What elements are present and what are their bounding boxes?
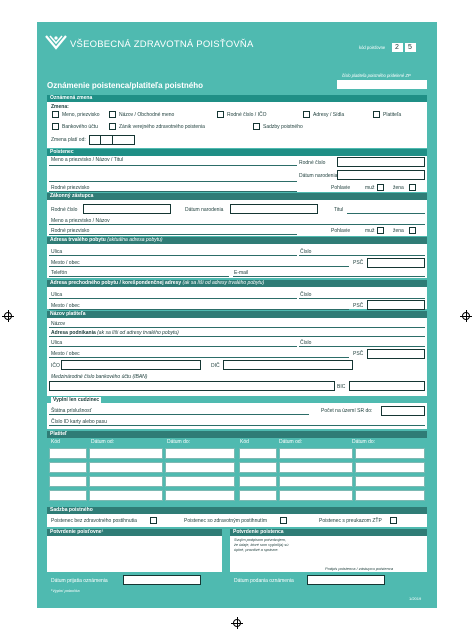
bic-label: BIC [337, 384, 346, 390]
section-title-change: Oznámená zmena [50, 95, 93, 101]
confirm-note-1: Svojím podpisom potvrdzujem, [234, 538, 286, 542]
section-title-payer: Názov platiteľa [50, 311, 86, 317]
submitted-date-field[interactable] [307, 575, 385, 585]
insured-birth-number-field[interactable] [337, 157, 425, 167]
ico-field[interactable] [61, 360, 201, 370]
section-title-temporary-address: Adresa prechodného pobytu / korešpondenčnej adresy (ak sa líši od adresy trvalého pobytu) [50, 280, 265, 286]
iban-field[interactable] [49, 381, 335, 391]
payer-table-cell-to[interactable] [165, 476, 235, 487]
checkbox-insurance-rate[interactable] [253, 123, 260, 130]
rep-title-label: Titul [334, 207, 344, 213]
business-street-label: Ulica [51, 340, 63, 346]
code-digit-box-2[interactable] [405, 43, 416, 52]
payer-table-cell-code[interactable] [239, 448, 277, 459]
payer-table-cell-code[interactable] [49, 448, 87, 459]
payer-table-cell-from[interactable] [89, 490, 163, 501]
received-date-field[interactable] [123, 575, 201, 585]
section-title-payer-table: Platiteľ [50, 431, 67, 437]
payer-table-cell-to[interactable] [165, 462, 235, 473]
payer-table-cell-from[interactable] [89, 476, 163, 487]
footnote: ¹Vyplní pobočka [51, 588, 80, 593]
rate-option-3-checkbox[interactable] [390, 517, 397, 524]
insured-female-label: žena [393, 185, 404, 191]
section-bar-permanent-address [47, 237, 427, 244]
payer-table-cell-from[interactable] [279, 490, 353, 501]
table-header-to-2: Dátum do: [352, 439, 376, 445]
residence-days-field[interactable] [381, 406, 425, 416]
insured-maiden-name-label: Rodné priezvisko [51, 185, 90, 191]
checkbox-birth-number[interactable] [217, 111, 224, 118]
insured-male-checkbox[interactable] [377, 184, 384, 191]
section-bar-representative [47, 193, 427, 200]
payer-number-field[interactable] [337, 80, 427, 89]
section-bar-rate [47, 507, 427, 514]
confirm-note-3: úplné, pravdivé a správne. [234, 548, 279, 552]
rep-birth-date-field[interactable] [230, 204, 318, 214]
payer-table-cell-code[interactable] [239, 490, 277, 501]
residence-days-label: Počet na území SR do: [321, 408, 373, 414]
payer-table-cell-to[interactable] [355, 448, 425, 459]
insured-gender-label: Pohlavie [331, 185, 351, 191]
business-zip-field[interactable] [367, 349, 425, 359]
section-title-permanent-address: Adresa trvalého pobytu (aktuálna adresa pobytu) [50, 237, 163, 243]
citizenship-label: Štátna príslušnosť [51, 408, 92, 414]
signature-label: Podpis poistenca / zástupcu poistenca [325, 566, 394, 571]
valid-from-label: Zmena platí od: [51, 137, 86, 143]
confirm-right-bar [230, 529, 427, 536]
business-zip-label: PSČ [353, 351, 364, 357]
rep-birth-date-label: Dátum narodenia [185, 207, 224, 213]
dic-label: DIČ [211, 363, 220, 369]
received-date-label: Dátum prijatia oznámenia [51, 578, 108, 584]
temp-number-label: Číslo [300, 292, 312, 298]
payer-name-label: Názov [51, 321, 66, 327]
payer-table-cell-code[interactable] [239, 462, 277, 473]
perm-phone-label: Telefón [51, 270, 68, 276]
registration-mark-bottom [231, 617, 243, 629]
option-insurance-rate: Sadzby poistného [263, 124, 303, 130]
form-page [37, 22, 437, 608]
table-header-code-2: Kód [240, 439, 249, 445]
iban-label: Medzinárodné číslo bankového účtu (IBAN) [51, 374, 148, 380]
checkbox-address[interactable] [303, 111, 310, 118]
insured-name-label: Meno a priezvisko / Názov / Titul [51, 157, 123, 163]
business-address-title: Adresa podnikania (ak sa líši od adresy trvalého pobytu) [51, 330, 179, 336]
payer-table-cell-to[interactable] [165, 490, 235, 501]
confirm-right-title: Potvrdenie poistenca [233, 529, 284, 535]
form-title: Oznámenie poistenca/platiteľa poistného [47, 81, 203, 90]
submitted-date-label: Dátum podania oznámenia [234, 578, 294, 584]
rep-male-label: muž [365, 228, 375, 234]
rate-option-2-label: Poistenec so zdravotným postihnutím [184, 518, 268, 524]
perm-city-label: Mesto / obec [51, 260, 80, 266]
form-version: 1/2019 [409, 596, 422, 601]
insured-female-checkbox[interactable] [409, 184, 416, 191]
table-header-code-1: Kód [51, 439, 60, 445]
code-digit-box-1[interactable] [392, 43, 403, 52]
bic-field[interactable] [349, 381, 425, 391]
temp-street-label: Ulica [51, 292, 63, 298]
payer-table-cell-from[interactable] [279, 476, 353, 487]
business-city-label: Mesto / obec [51, 351, 80, 357]
payer-table-cell-from[interactable] [89, 462, 163, 473]
confirm-left-bar [47, 529, 222, 536]
perm-street-label: Ulica [51, 249, 63, 255]
business-number-label: Číslo [300, 340, 312, 346]
insured-birth-date-label: Dátum narodenia [299, 173, 338, 179]
table-header-from-1: Dátum od: [91, 439, 115, 445]
section-bar-change [47, 95, 427, 102]
section-bar-payer [47, 311, 427, 318]
payer-table-cell-code[interactable] [49, 490, 87, 501]
temp-zip-field[interactable] [367, 300, 425, 310]
payer-number-label: číslo platiteľa poistného pridelené ZP [342, 73, 411, 78]
temp-zip-label: PSČ [353, 303, 364, 309]
section-bar-insured [47, 149, 427, 156]
section-bar-payer-table [47, 431, 427, 438]
perm-number-label: Číslo [300, 249, 312, 255]
id-number-label: Číslo ID karty alebo pasu [51, 419, 107, 425]
payer-table-cell-to[interactable] [165, 448, 235, 459]
brand-name: VŠEOBECNÁ ZDRAVOTNÁ POISŤOVŇA [70, 39, 254, 50]
perm-email-label: E-mail [234, 270, 249, 276]
insured-male-label: muž [365, 185, 375, 191]
insurer-stamp-area[interactable] [47, 536, 222, 572]
section-title-insured: Poistenec [50, 149, 74, 155]
section-title-rate: Sadzba poistného [50, 507, 93, 513]
payer-table-cell-from[interactable] [89, 448, 163, 459]
checkbox-business-name[interactable] [109, 111, 116, 118]
checkbox-name-change[interactable] [52, 111, 59, 118]
payer-table-cell-code[interactable] [49, 462, 87, 473]
vszp-logo-icon [45, 34, 67, 52]
payer-table-cell-to[interactable] [355, 462, 425, 473]
code-digit-1: 2 [395, 44, 399, 51]
option-business-name: Názov / Obchodné meno [119, 112, 175, 118]
payer-table-cell-code[interactable] [239, 476, 277, 487]
rate-option-1-checkbox[interactable] [150, 517, 157, 524]
rate-option-3-label: Poistenec s preukazom ZŤP [319, 518, 382, 524]
table-header-to-1: Dátum do: [167, 439, 191, 445]
code-label: kód poisťovne [359, 45, 386, 50]
checkbox-bank-account[interactable] [52, 123, 59, 130]
rep-birth-number-label: Rodné číslo [51, 207, 78, 213]
insured-birth-number-label: Rodné číslo [299, 160, 326, 166]
option-birth-number: Rodné číslo / IČO [227, 112, 267, 118]
option-bank-account: Bankového účtu [62, 124, 98, 130]
checkbox-insurance-end[interactable] [109, 123, 116, 130]
registration-mark-left [2, 310, 14, 322]
perm-zip-label: PSČ [353, 260, 364, 266]
option-payer: Platiteľa [383, 112, 402, 118]
payer-table-cell-from[interactable] [279, 462, 353, 473]
rate-option-1-label: Poistenec bez zdravotného postihnutia [51, 518, 137, 524]
rate-option-2-checkbox[interactable] [280, 517, 287, 524]
insured-birth-date-field[interactable] [337, 170, 425, 180]
checkbox-payer[interactable] [373, 111, 380, 118]
rep-gender-label: Pohlavie [331, 228, 351, 234]
rep-name-label: Meno a priezvisko / Názov [51, 218, 110, 224]
ico-label: IČO [51, 363, 60, 369]
payer-table-cell-to[interactable] [355, 476, 425, 487]
confirm-note-2: že údaje, ktoré som vyplnil(a) sú [234, 543, 289, 547]
rep-maiden-name-label: Rodné priezvisko [51, 228, 90, 234]
temp-city-label: Mesto / obec [51, 303, 80, 309]
registration-mark-right [460, 310, 472, 322]
table-header-from-2: Dátum od: [279, 439, 303, 445]
dic-field[interactable] [223, 360, 353, 370]
payer-table-cell-to[interactable] [355, 490, 425, 501]
perm-zip-field[interactable] [367, 258, 425, 268]
payer-table-cell-from[interactable] [279, 448, 353, 459]
code-digit-2: 5 [408, 44, 412, 51]
section-title-representative: Zákonný zástupca [50, 193, 94, 199]
change-subtitle: Zmena: [51, 104, 69, 110]
foreigners-title: Vyplní len cudzinec [53, 397, 100, 403]
rep-birth-number-field[interactable] [83, 204, 171, 214]
rep-female-checkbox[interactable] [409, 227, 416, 234]
rep-female-label: žena [393, 228, 404, 234]
rep-male-checkbox[interactable] [377, 227, 384, 234]
option-address: Adresy / Sídla [313, 112, 345, 118]
section-bar-temporary-address [47, 280, 427, 287]
option-insurance-end: Zánik verejného zdravotného poistenia [119, 124, 205, 130]
confirm-left-title: Potvrdenie poisťovne¹ [50, 529, 104, 535]
option-name-change: Meno, priezvisko [62, 112, 100, 118]
payer-table-cell-code[interactable] [49, 476, 87, 487]
